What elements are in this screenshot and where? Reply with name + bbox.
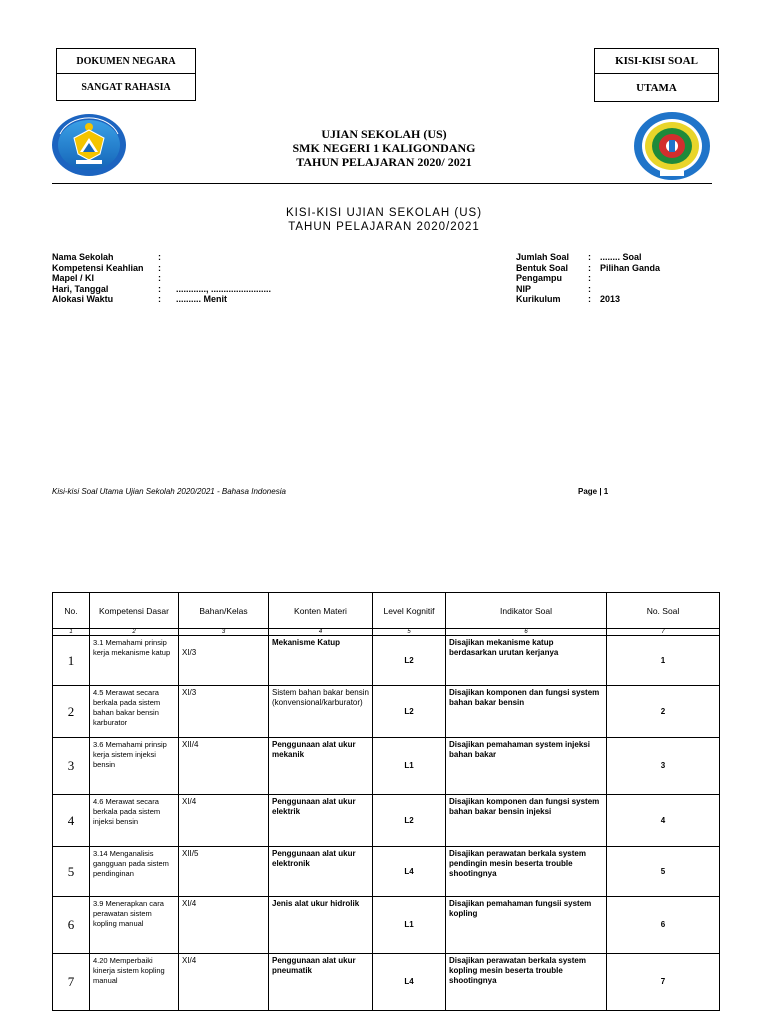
row-no-soal: 5 — [607, 847, 720, 897]
info-colon: : — [588, 252, 591, 262]
info-row — [516, 252, 660, 263]
column-header-no: No. — [53, 593, 90, 629]
column-number: 4 — [269, 629, 373, 636]
info-label: Kompetensi Keahlian — [52, 262, 144, 273]
kisi-title-line1: KISI-KISI UJIAN SEKOLAH (US) — [285, 207, 483, 219]
row-konten-materi: Penggunaan alat ukur elektrik — [269, 795, 373, 847]
row-konten-materi: Penggunaan alat ukur elektronik — [269, 847, 373, 897]
row-level-kognitif: L2 — [373, 636, 446, 686]
info-label: Jumlah Soal — [516, 252, 570, 262]
row-no-soal: 6 — [607, 897, 720, 954]
info-label: Hari, Tanggal — [52, 283, 109, 294]
info-value: 2013 — [600, 294, 621, 304]
row-kompetensi-dasar: 3.1 Memahami prinsip kerja mekanisme katup — [90, 636, 179, 686]
info-colon: : — [588, 294, 591, 304]
header-box-dokumen-negara: DOKUMEN NEGARA — [56, 48, 196, 74]
school-header-line3: TAHUN PELAJARAN 2020/ 2021 — [296, 155, 472, 169]
row-no: 4 — [53, 795, 90, 847]
info-value: .......... Menit — [176, 294, 228, 304]
row-no-soal: 7 — [607, 954, 720, 1011]
kisi-title — [200, 206, 568, 234]
row-indikator-soal: Disajikan komponen dan fungsi system bahan bakar bensin — [446, 686, 607, 738]
row-kompetensi-dasar: 4.5 Merawat secara berkala pada sistem bahan bakar bensin karburator — [90, 686, 179, 738]
info-row — [516, 263, 660, 274]
row-kompetensi-dasar: 4.20 Memperbaiki kinerja sistem kopling manual — [90, 954, 179, 1011]
table-row — [53, 636, 720, 686]
info-colon: : — [158, 273, 161, 283]
column-number: 2 — [90, 629, 179, 636]
row-no: 1 — [53, 636, 90, 686]
info-label: Nama Sekolah — [52, 252, 114, 262]
info-colon: : — [588, 273, 591, 283]
info-left — [52, 252, 271, 305]
row-level-kognitif: L1 — [373, 738, 446, 795]
school-header-line2: SMK NEGERI 1 KALIGONDANG — [292, 141, 476, 155]
info-colon: : — [588, 262, 591, 273]
info-value: ............, ........................ — [176, 283, 272, 294]
column-header-no-soal: No. Soal — [607, 593, 720, 629]
row-indikator-soal: Disajikan komponen dan fungsi system bahan bakar bensin injeksi — [446, 795, 607, 847]
row-konten-materi: Penggunaan alat ukur pneumatik — [269, 954, 373, 1011]
info-colon: : — [158, 252, 161, 262]
info-colon: : — [158, 262, 161, 273]
kisi-kisi-table — [52, 592, 720, 1011]
row-bahan-kelas: XII/4 — [179, 738, 269, 795]
row-no: 7 — [53, 954, 90, 1011]
info-label: NIP — [516, 283, 532, 294]
row-no-soal: 4 — [607, 795, 720, 847]
row-no: 2 — [53, 686, 90, 738]
info-row — [52, 284, 271, 295]
header-box-utama: UTAMA — [594, 74, 719, 102]
column-header-indikator-soal: Indikator Soal — [446, 593, 607, 629]
info-label: Mapel / KI — [52, 273, 95, 283]
row-kompetensi-dasar: 3.6 Memahami prinsip kerja sistem injeksi bensin — [90, 738, 179, 795]
row-level-kognitif: L2 — [373, 686, 446, 738]
header-divider — [52, 183, 712, 184]
row-indikator-soal: Disajikan perawatan berkala system pendingin mesin beserta trouble shootingnya — [446, 847, 607, 897]
info-row — [516, 294, 660, 305]
info-row — [52, 263, 271, 274]
row-konten-materi: Mekanisme Katup — [269, 636, 373, 686]
header-box-sangat-rahasia: SANGAT RAHASIA — [56, 74, 196, 101]
column-number-row — [53, 629, 720, 636]
info-row — [52, 273, 271, 284]
column-header-bahan-kelas: Bahan/Kelas — [179, 593, 269, 629]
row-bahan-kelas: XI/4 — [179, 795, 269, 847]
column-header-konten-materi: Konten Materi — [269, 593, 373, 629]
school-header — [200, 127, 568, 169]
info-row — [516, 273, 660, 284]
info-label: Bentuk Soal — [516, 262, 569, 273]
row-indikator-soal: Disajikan perawatan berkala system kopling mesin beserta trouble shootingnya — [446, 954, 607, 1011]
table-row — [53, 686, 720, 738]
row-konten-materi: Jenis alat ukur hidrolik — [269, 897, 373, 954]
row-no-soal: 3 — [607, 738, 720, 795]
row-level-kognitif: L4 — [373, 954, 446, 1011]
row-indikator-soal: Disajikan pemahaman fungsii system kopling — [446, 897, 607, 954]
table-row — [53, 897, 720, 954]
tut-wuri-handayani-logo — [50, 112, 128, 178]
info-right — [516, 252, 660, 305]
column-number: 6 — [446, 629, 607, 636]
row-bahan-kelas: XI/4 — [179, 897, 269, 954]
row-bahan-kelas: XI/3 — [179, 686, 269, 738]
page-footer-title: Kisi-kisi Soal Utama Ujian Sekolah 2020/2021 - Bahasa Indonesia — [52, 487, 286, 496]
row-no: 5 — [53, 847, 90, 897]
column-number: 1 — [53, 629, 90, 636]
row-no-soal: 2 — [607, 686, 720, 738]
info-colon: : — [158, 294, 161, 304]
column-header-level-kognitif: Level Kognitif — [373, 593, 446, 629]
smk-negeri-1-kaligondang-logo — [632, 110, 712, 182]
info-value: ........ Soal — [600, 252, 642, 262]
row-level-kognitif: L2 — [373, 795, 446, 847]
school-header-line1: UJIAN SEKOLAH (US) — [321, 127, 447, 141]
row-indikator-soal: Disajikan mekanisme katup berdasarkan urutan kerjanya — [446, 636, 607, 686]
row-no: 3 — [53, 738, 90, 795]
row-kompetensi-dasar: 3.9 Menerapkan cara perawatan sistem kopling manual — [90, 897, 179, 954]
info-label: Alokasi Waktu — [52, 294, 114, 304]
table-row — [53, 847, 720, 897]
row-bahan-kelas: XII/5 — [179, 847, 269, 897]
info-colon: : — [588, 283, 591, 294]
info-value: Pilihan Ganda — [600, 262, 661, 273]
info-label: Pengampu — [516, 273, 563, 283]
row-bahan-kelas: XI/3 — [179, 636, 269, 686]
info-row — [516, 284, 660, 295]
row-konten-materi: Sistem bahan bakar bensin (konvensional/karburator) — [269, 686, 373, 738]
info-row — [52, 252, 271, 263]
row-level-kognitif: L4 — [373, 847, 446, 897]
info-row — [52, 294, 271, 305]
page-number: Page | 1 — [578, 487, 609, 496]
kisi-title-line2: TAHUN PELAJARAN 2020/2021 — [288, 221, 480, 233]
table-header-row — [53, 593, 720, 629]
header-box-kisi-kisi-soal: KISI-KISI SOAL — [594, 48, 719, 74]
row-no: 6 — [53, 897, 90, 954]
column-header-kompetensi-dasar: Kompetensi Dasar — [90, 593, 179, 629]
table-row — [53, 795, 720, 847]
row-level-kognitif: L1 — [373, 897, 446, 954]
row-konten-materi: Penggunaan alat ukur mekanik — [269, 738, 373, 795]
column-number: 7 — [607, 629, 720, 636]
row-bahan-kelas: XI/4 — [179, 954, 269, 1011]
row-no-soal: 1 — [607, 636, 720, 686]
column-number: 3 — [179, 629, 269, 636]
row-kompetensi-dasar: 4.6 Merawat secara berkala pada sistem injeksi bensin — [90, 795, 179, 847]
table-row — [53, 954, 720, 1011]
row-indikator-soal: Disajikan pemahaman system injeksi bahan bakar — [446, 738, 607, 795]
info-colon: : — [158, 283, 161, 294]
column-number: 5 — [373, 629, 446, 636]
row-kompetensi-dasar: 3.14 Menganalisis gangguan pada sistem pendinginan — [90, 847, 179, 897]
table-row — [53, 738, 720, 795]
info-label: Kurikulum — [516, 294, 561, 304]
